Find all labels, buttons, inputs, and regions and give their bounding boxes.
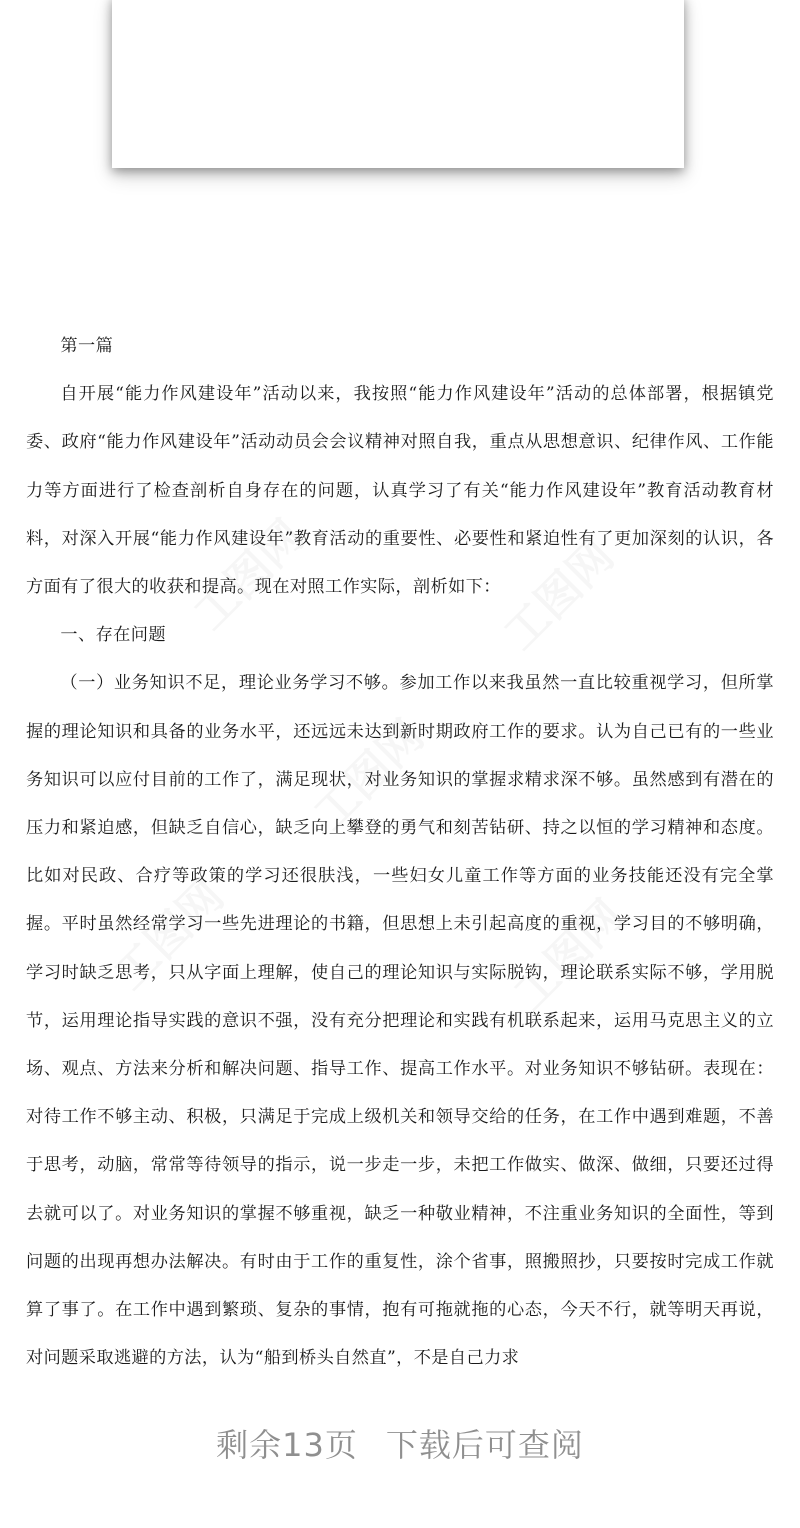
intro-paragraph: 自开展“能力作风建设年”活动以来，我按照“能力作风建设年”活动的总体部署，根据镇党委、政府“能力作风建设年”活动动员会会议精神对照自我，重点从思想意识、纪律作风、工作能力等方面进行了检查剖析自身存在的问题，认真学习了有关“能力作风建设年”教育活动教育材料，对深入开展“能力作风建设年”教育活动的重要性、必要性和紧迫性有了更加深刻的认识，各方面有了很大的收获和提高。现在对照工作实际，剖析如下： — [26, 384, 774, 598]
section-heading: 一、存在问题 — [60, 625, 166, 646]
chapter-title: 第一篇 — [60, 336, 114, 356]
remaining-pages-notice[interactable] — [0, 1420, 800, 1466]
previous-page-preview — [112, 0, 684, 168]
remaining-pages-count: 剩余13页 — [216, 1426, 358, 1464]
document-body — [26, 322, 774, 1382]
body-paragraph: （一）业务知识不足，理论业务学习不够。参加工作以来我虽然一直比较重视学习，但所掌握的理论知识和具备的业务水平，还远远未达到新时期政府工作的要求。认为自己已有的一些业务知识可以应付目前的工作了，满足现状，对业务知识的掌握求精求深不够。虽然感到有潜在的压力和紧迫感，但缺乏自信心，缺乏向上攀登的勇气和刻苦钻研、持之以恒的学习精神和态度。比如对民政、合疗等政策的学习还很肤浅，一些妇女儿童工作等方面的业务技能还没有完全掌握。平时虽然经常学习一些先进理论的书籍，但思想上未引起高度的重视，学习目的不够明确，学习时缺乏思考，只从字面上理解，使自己的理论知识与实际脱钩，理论联系实际不够，学用脱节，运用理论指导实践的意识不强，没有充分把理论和实践有机联系起来，运用马克思主义的立场、观点、方法来分析和解决问题、指导工作、提高工作水平。对业务知识不够钻研。表现在：对待工作不够主动、积极，只满足于完成上级机关和领导交给的任务，在工作中遇到难题，不善于思考，动脑，常常等待领导的指示，说一步走一步，未把工作做实、做深、做细，只要还过得去就可以了。对业务知识的掌握不够重视，缺乏一种敬业精神，不注重业务知识的全面性，等到问题的出现再想办法解决。有时由于工作的重复性，涂个省事，照搬照抄，只要按时完成工作就算了事了。在工作中遇到繁琐、复杂的事情，抱有可拖就拖的心态，今天不行，就等明天再说，对问题采取逃避的方法，认为“船到桥头自然直”，不是自己力求 — [26, 673, 774, 1369]
download-hint: 下载后可查阅 — [385, 1426, 584, 1464]
